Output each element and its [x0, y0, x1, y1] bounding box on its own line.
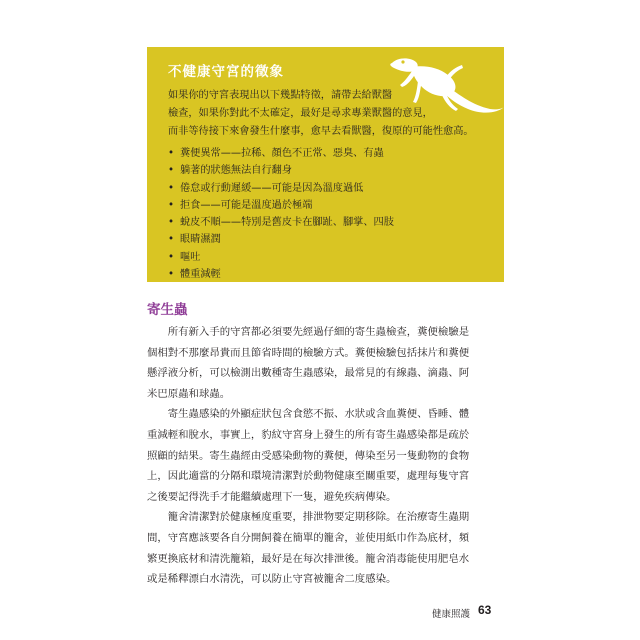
symptom-item — [168, 214, 394, 231]
callout-intro-line: 而非等待接下來會發生什麼事，愈早去看獸醫，復原的可能性愈高。 — [168, 126, 474, 137]
paragraph-line: 米巴原蟲和球蟲。 — [147, 387, 231, 400]
bullet-icon: • — [168, 199, 175, 211]
symptom-item — [168, 231, 394, 248]
bullet-icon: • — [168, 251, 175, 263]
paragraph-line: 個相對不那麼昂貴而且節省時間的檢驗方式。糞便檢驗包括抹片和糞便 — [147, 346, 470, 359]
sidebar-callout-box — [147, 47, 504, 282]
paragraph — [147, 507, 507, 589]
callout-title: 不健康守宮的徵象 — [168, 64, 284, 80]
page-number: 63 — [478, 603, 492, 617]
bullet-icon: • — [168, 148, 175, 159]
symptom-list — [168, 145, 394, 283]
symptom-item — [168, 249, 394, 266]
symptom-item — [168, 266, 394, 283]
symptom-text: 蛻皮不順——特別是舊皮卡在腳趾、腳掌、四肢 — [180, 217, 394, 229]
symptom-item — [168, 197, 394, 214]
paragraph — [147, 404, 507, 507]
paragraph-line: 籠舍清潔對於健康極度重要，排泄物要定期移除。在治療寄生蟲期 — [147, 511, 470, 524]
bullet-icon: • — [168, 234, 175, 246]
paragraph-line: 繁更換底材和清洗籠箱，最好是在每次排泄後。籠舍消毒能使用肥皂水 — [147, 552, 470, 565]
paragraph-line: 重減輕和脫水，事實上，豹紋守宮身上發生的所有寄生蟲感染都是疏於 — [147, 428, 470, 441]
symptom-text: 體重減輕 — [180, 269, 221, 281]
paragraph-line: 上，因此適當的分隔和環境清潔對於動物健康至關重要，處理每隻守宮 — [147, 470, 470, 483]
symptom-text: 躺著的狀態無法自行翻身 — [180, 165, 293, 177]
paragraph — [147, 322, 507, 404]
callout-intro-line: 檢查，如果你對此不太確定，最好是尋求專業獸醫的意見， — [168, 108, 433, 119]
callout-intro-line: 如果你的守宮表現出以下幾點特徵，請帶去給獸醫 — [168, 90, 393, 101]
paragraph-line: 寄生蟲感染的外顯症狀包含食慾不振、水狀或含血糞便、昏睡、體 — [147, 408, 470, 421]
bullet-icon: • — [168, 165, 175, 177]
symptom-item — [168, 162, 394, 179]
paragraph-line: 照顧的結果。寄生蟲經由受感染動物的糞便，傳染至另一隻動物的食物 — [147, 449, 470, 462]
symptom-item — [168, 145, 394, 162]
paragraph-line: 或是稀釋漂白水清洗，可以防止守宮被籠舍二度感染。 — [147, 573, 397, 586]
symptom-text: 拒食——可能是溫度過於極端 — [180, 199, 313, 211]
symptom-item — [168, 180, 394, 197]
paragraph-line: 之後要記得洗手才能繼續處理下一隻，避免疾病傳染。 — [147, 490, 397, 503]
bullet-icon: • — [168, 217, 175, 229]
running-footer-label: 健康照護 — [432, 609, 471, 620]
paragraph-line: 懸浮液分析，可以檢測出數種寄生蟲感染，最常見的有線蟲、滴蟲、阿 — [147, 367, 470, 380]
paragraph-line: 間，守宮應該要各自分開飼養在簡單的籠舍，並使用紙巾作為底材，頻 — [147, 531, 470, 544]
symptom-text: 糞便異常——拉稀、顏色不正常、惡臭、有蟲 — [180, 148, 384, 159]
callout-intro — [168, 87, 488, 141]
bullet-icon: • — [168, 182, 175, 194]
symptom-text: 嘔吐 — [180, 251, 201, 263]
symptom-text: 倦怠或行動遲緩——可能是因為溫度過低 — [180, 182, 364, 194]
bullet-icon: • — [168, 269, 175, 281]
symptom-text: 眼睛濕潤 — [180, 234, 221, 246]
paragraph-line: 所有新入手的守宮都必須要先經過仔細的寄生蟲檢查，糞便檢驗是 — [147, 326, 470, 338]
article-body — [147, 322, 507, 590]
section-heading: 寄生蟲 — [147, 302, 188, 318]
